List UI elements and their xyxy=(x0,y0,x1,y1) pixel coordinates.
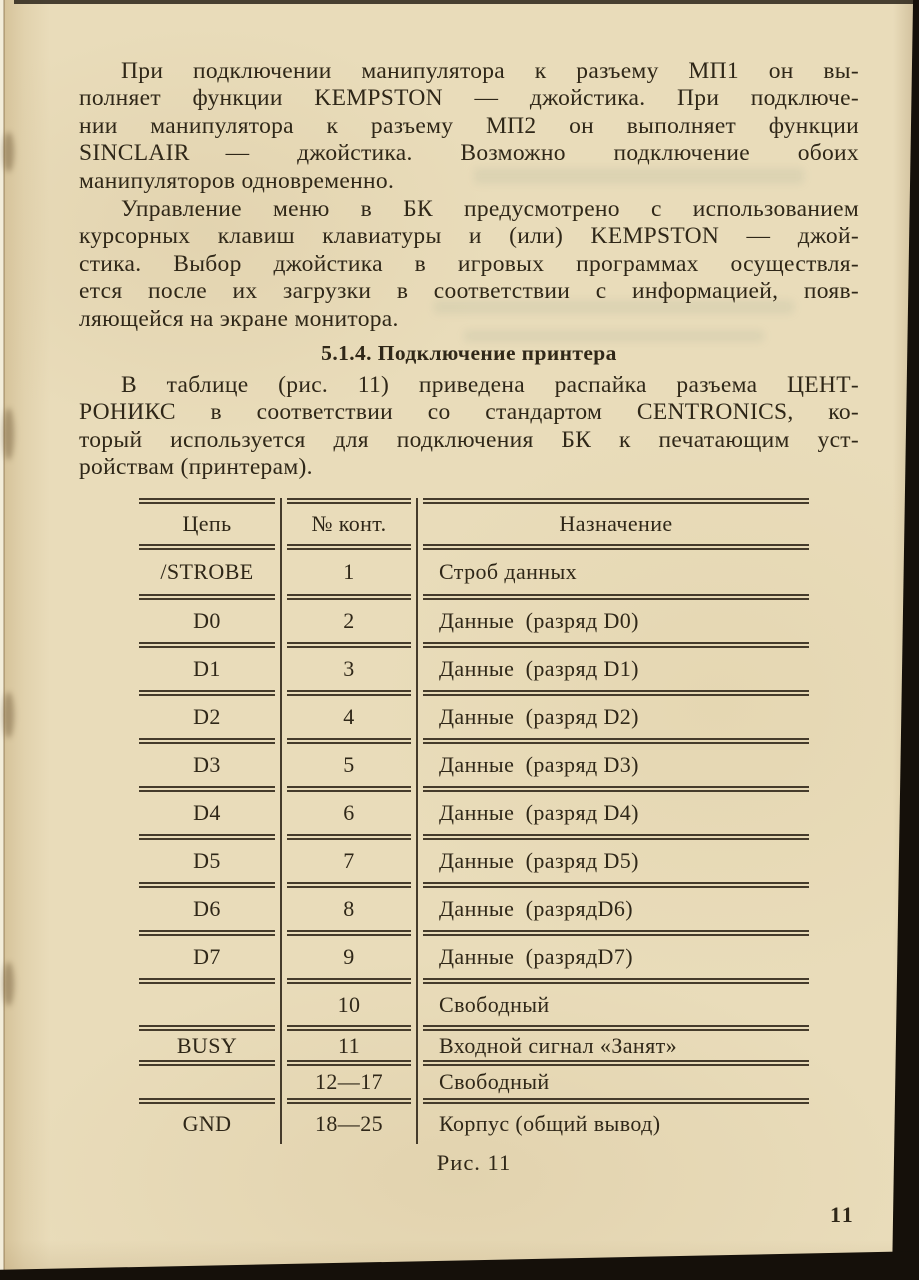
binding-smudge xyxy=(3,408,14,460)
table-row xyxy=(139,600,809,648)
cell-circuit: D5 xyxy=(139,840,275,888)
page-paper xyxy=(4,0,919,1280)
text-line: манипуляторов одновременно. xyxy=(79,167,395,194)
table-row xyxy=(139,1031,809,1066)
cell-pin: 2 xyxy=(287,600,411,648)
text-line: РОНИКС в соответствии со стандартом CENTRONICS, ко- xyxy=(79,399,859,426)
cell-purpose: Данные (разрядD6) xyxy=(423,888,809,936)
text-line: полняет функции KEMPSTON — джойстика. При подключе- xyxy=(79,85,859,112)
cell-pin: 1 xyxy=(287,550,411,600)
cell-pin: 4 xyxy=(287,696,411,744)
column-header-pin: № конт. xyxy=(287,498,411,550)
binding-smudge xyxy=(3,132,14,172)
text-line: стика. Выбор джойстика в игровых программах осуществля- xyxy=(79,250,859,277)
text-line: ляющейся на экране монитора. xyxy=(79,305,399,332)
figure-caption: Рис. 11 xyxy=(436,1150,512,1175)
text-line: В таблице (рис. 11) приведена распайка разъема ЦЕНТ- xyxy=(121,372,859,398)
cell-purpose: Данные (разряд D5) xyxy=(423,840,809,888)
table-header xyxy=(139,498,809,550)
cell-purpose: Данные (разряд D4) xyxy=(423,792,809,840)
scan-edge-top xyxy=(14,0,919,4)
table-row xyxy=(139,648,809,696)
cell-purpose: Данные (разряд D0) xyxy=(423,600,809,648)
text-line: нии манипулятора к разъему МП2 он выполняет функции xyxy=(79,112,859,139)
table-row xyxy=(139,744,809,792)
binding-smudge xyxy=(3,962,14,1006)
cell-pin: 12—17 xyxy=(287,1066,411,1104)
cell-purpose: Данные (разряд D3) xyxy=(423,744,809,792)
text-line: торый используется для подключения БК к печатающим уст- xyxy=(79,426,859,453)
cell-circuit: /STROBE xyxy=(139,550,275,600)
section-heading: 5.1.4. Подключение принтера xyxy=(321,341,617,365)
table-body xyxy=(139,550,809,1144)
cell-circuit xyxy=(139,1066,275,1104)
text-line: ройствам (принтерам). xyxy=(79,454,313,481)
cell-circuit: D6 xyxy=(139,888,275,936)
table-row xyxy=(139,696,809,744)
cell-purpose: Корпус (общий вывод) xyxy=(439,1111,661,1136)
cell-circuit: D3 xyxy=(139,744,275,792)
table-row xyxy=(139,1104,809,1144)
cell-purpose: Строб данных xyxy=(423,550,809,600)
text-line: ется после их загрузки в соответствии с информацией, появ- xyxy=(79,278,859,305)
table-row xyxy=(139,984,809,1031)
cell-pin: 8 xyxy=(287,888,411,936)
cell-purpose: Данные (разряд D1) xyxy=(423,648,809,696)
cell-circuit: D7 xyxy=(139,936,275,984)
table-row xyxy=(139,1066,809,1104)
cell-circuit: GND xyxy=(182,1111,232,1136)
page-edge-left xyxy=(3,0,5,1280)
table-vertical-rule xyxy=(416,498,418,1144)
cell-pin: 11 xyxy=(287,1031,411,1066)
text-line: При подключении манипулятора к разъему МП1 он вы- xyxy=(121,58,859,84)
cell-purpose: Свободный xyxy=(423,984,809,1031)
text-line: SINCLAIR — джойстика. Возможно подключение обоих xyxy=(79,140,859,167)
cell-pin: 10 xyxy=(287,984,411,1031)
cell-circuit: BUSY xyxy=(139,1031,275,1066)
pinout-table xyxy=(139,498,809,1144)
cell-purpose: Свободный xyxy=(423,1066,809,1104)
paragraph-joystick-mp1 xyxy=(79,58,859,195)
text-line: курсорных клавиш клавиатуры и (или) KEMPSTON — джой- xyxy=(79,223,859,250)
table-row xyxy=(139,840,809,888)
cell-pin: 9 xyxy=(287,936,411,984)
table-row xyxy=(139,936,809,984)
paragraph-printer-intro xyxy=(79,372,859,482)
table-row xyxy=(139,550,809,600)
table-row xyxy=(139,792,809,840)
cell-circuit: D1 xyxy=(139,648,275,696)
cell-circuit xyxy=(139,984,275,1031)
cell-circuit: D0 xyxy=(139,600,275,648)
cell-circuit: D2 xyxy=(139,696,275,744)
cell-pin: 5 xyxy=(287,744,411,792)
cell-circuit: D4 xyxy=(139,792,275,840)
cell-purpose: Данные (разряд D2) xyxy=(423,696,809,744)
cell-pin: 18—25 xyxy=(315,1111,383,1136)
text-line: Управление меню в БК предусмотрено с использованием xyxy=(121,196,859,222)
cell-pin: 7 xyxy=(287,840,411,888)
cell-pin: 3 xyxy=(287,648,411,696)
page-number: 11 xyxy=(830,1202,855,1227)
cell-purpose: Данные (разрядD7) xyxy=(423,936,809,984)
table-vertical-rule xyxy=(280,498,282,1144)
binding-smudge xyxy=(3,692,14,738)
cell-pin: 6 xyxy=(287,792,411,840)
cell-purpose: Входной сигнал «Занят» xyxy=(423,1031,809,1066)
paragraph-menu-control xyxy=(79,196,859,333)
table-row xyxy=(139,888,809,936)
column-header-purpose: Назначение xyxy=(423,498,809,550)
column-header-circuit: Цепь xyxy=(139,498,275,550)
